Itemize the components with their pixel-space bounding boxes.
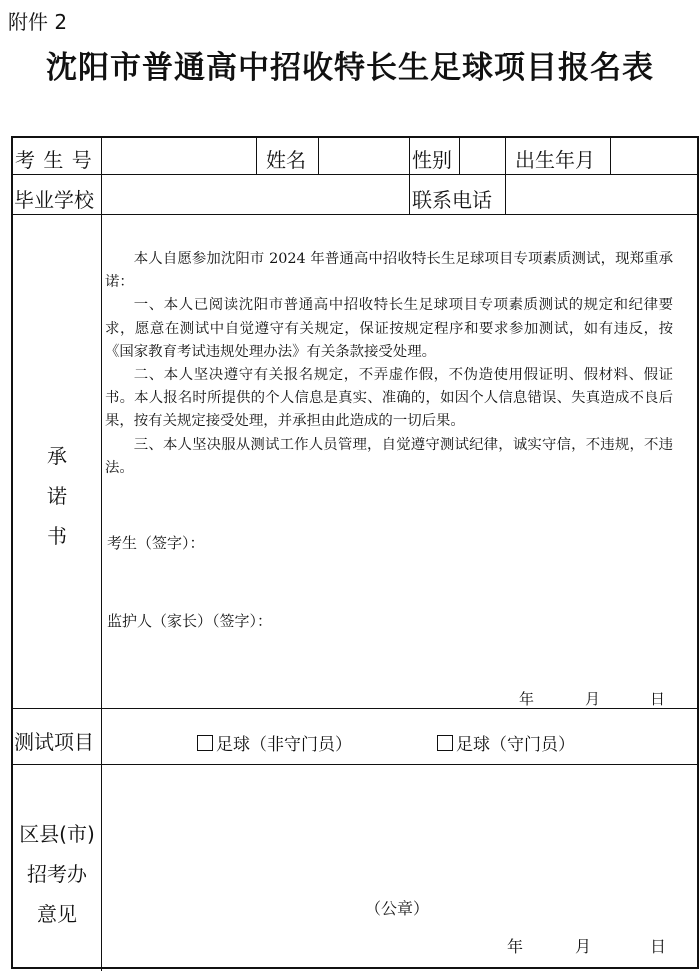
registration-form-table (11, 136, 699, 969)
pledge-label-char: 诺 (47, 484, 67, 508)
pledge-paragraph: 三、本人坚决服从测试工作人员管理，自觉遵守测试纪律，诚实守信，不违规，不违法。 (105, 436, 673, 476)
date-month: 月 (585, 690, 601, 708)
column-divider (505, 138, 506, 214)
row-divider (13, 764, 697, 765)
pledge-label-char: 承 (47, 444, 67, 468)
column-divider (610, 138, 611, 174)
phone-label: 联系电话 (412, 188, 492, 212)
official-seal-label: （公章） (365, 899, 430, 918)
exam-number-label: 考 生 号 (15, 148, 93, 172)
office-label-line: 区县(市) (19, 822, 95, 846)
birth-label: 出生年月 (515, 148, 595, 172)
school-label: 毕业学校 (14, 188, 94, 212)
option-non-goalkeeper[interactable] (197, 730, 352, 755)
date-year: 年 (519, 690, 535, 708)
office-opinion-label (13, 814, 101, 934)
office-label-line: 招考办 (27, 862, 87, 886)
pledge-paragraph: 一、本人已阅读沈阳市普通高中招收特长生足球项目专项素质测试的规定和纪律要求，愿意在测试中自觉遵守有关规定，保证按规定程序和要求参加测试，如有违反，按《国家教育考试违规处理办法》有关条款接受处理。 (105, 297, 673, 360)
column-divider (256, 138, 257, 174)
column-divider (101, 138, 102, 971)
row-divider (13, 214, 697, 215)
test-item-label: 测试项目 (14, 730, 94, 754)
checkbox-icon[interactable] (437, 735, 453, 751)
name-label: 姓名 (266, 148, 306, 172)
student-signature-label: 考生（签字）： (107, 534, 205, 552)
attachment-label: 附件 2 (8, 10, 68, 34)
form-title: 沈阳市普通高中招收特长生足球项目报名表 (46, 50, 654, 86)
pledge-paragraph: 二、本人坚决遵守有关报名规定，不弄虚作假，不伪造使用假证明、假材料、假证书。本人报名时所提供的个人信息是真实、准确的，如因个人信息错误、失真造成不良后果，按有关规定接受处理，并承担由此造成的一切后果。 (105, 367, 673, 430)
column-divider (409, 138, 410, 214)
pledge-label (13, 436, 101, 556)
column-divider (459, 138, 460, 174)
date-year: 年 (507, 937, 524, 956)
checkbox-icon[interactable] (197, 735, 213, 751)
option-label: 足球（守门员） (456, 735, 575, 755)
option-goalkeeper[interactable] (437, 730, 575, 755)
row-divider (13, 174, 697, 175)
date-month: 月 (575, 937, 592, 956)
option-label: 足球（非守门员） (216, 735, 352, 755)
column-divider (318, 138, 319, 174)
date-day: 日 (650, 690, 666, 708)
guardian-signature-label: 监护人（家长）（签字）： (107, 612, 273, 630)
pledge-text (105, 248, 673, 480)
gender-label: 性别 (412, 148, 452, 172)
date-day: 日 (650, 937, 667, 956)
pledge-paragraph: 本人自愿参加沈阳市 2024 年普通高中招收特长生足球项目专项素质测试，现郑重承诺： (105, 251, 673, 291)
pledge-label-char: 书 (47, 524, 67, 548)
office-label-line: 意见 (37, 902, 77, 926)
